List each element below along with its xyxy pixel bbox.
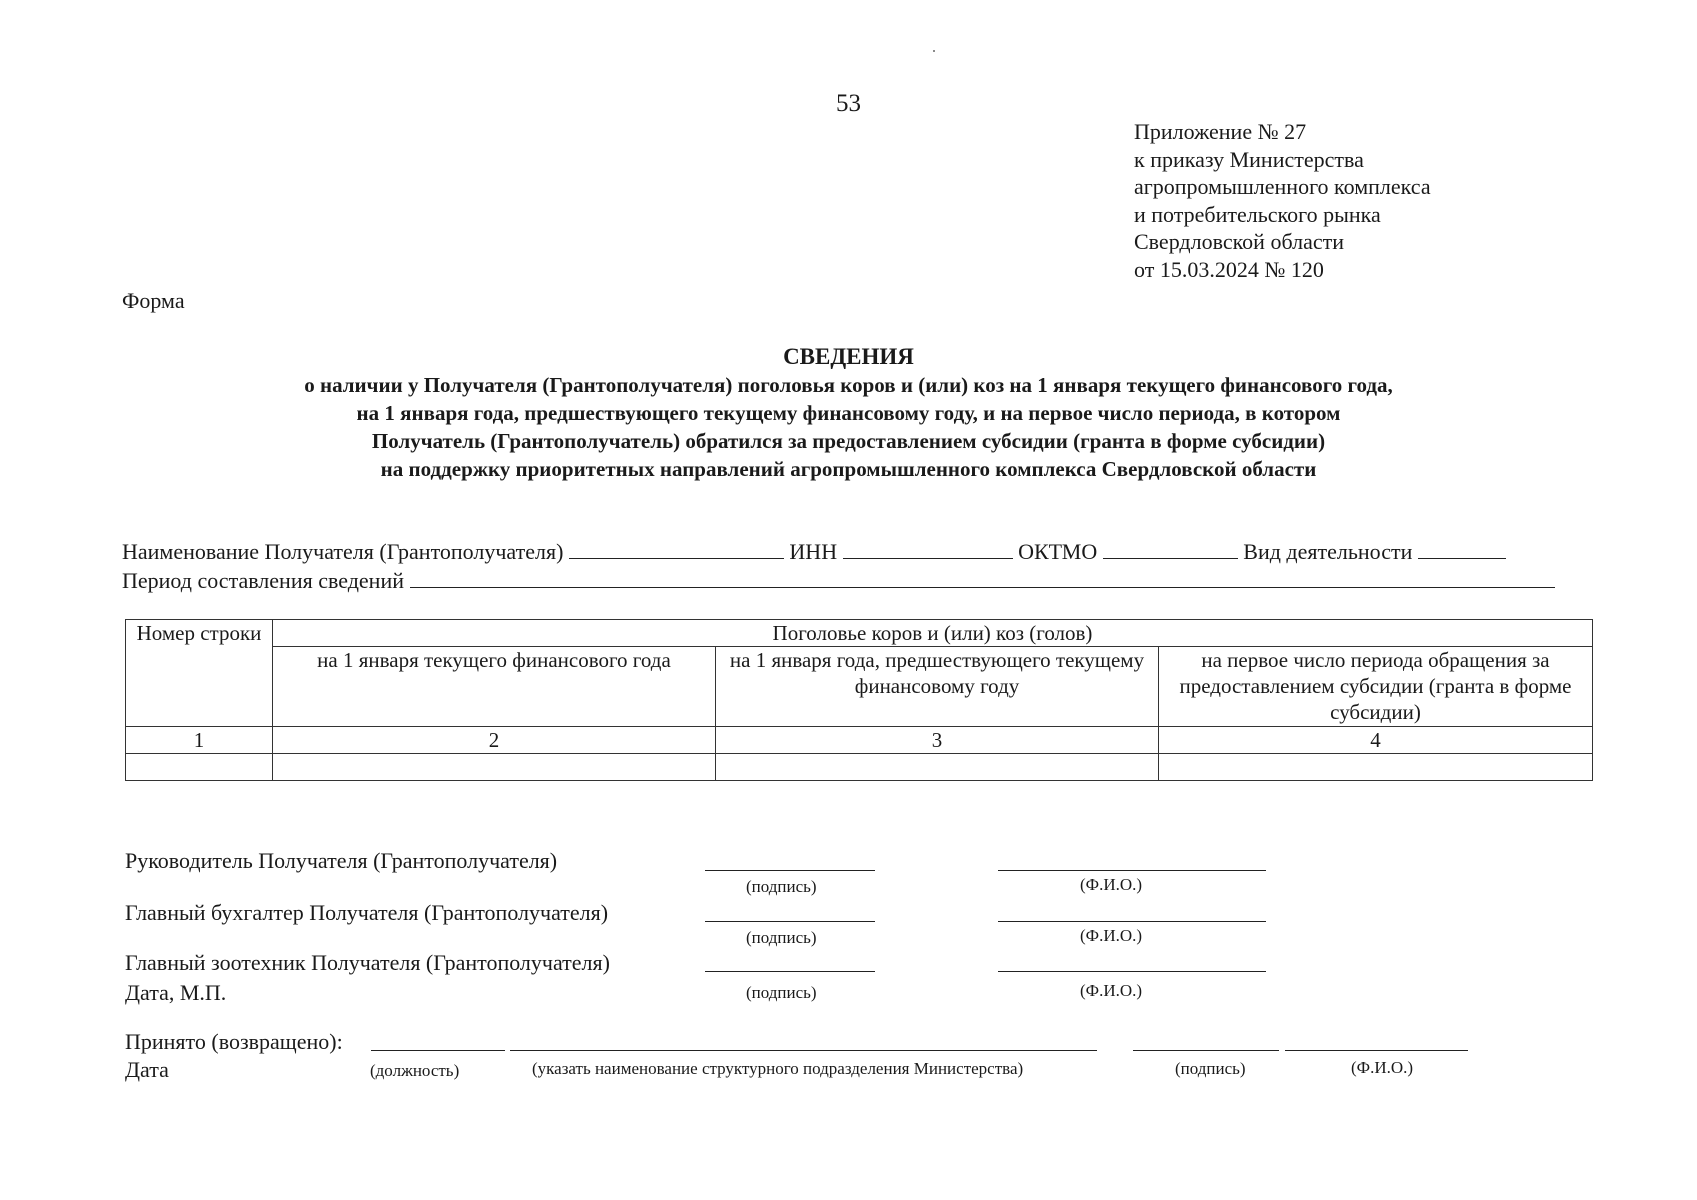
activity-label: Вид деятельности — [1243, 539, 1413, 564]
form-label: Форма — [122, 288, 185, 313]
scan-speck — [933, 50, 935, 52]
recipient-name-label: Наименование Получателя (Грантополучателя) — [122, 539, 564, 564]
col3-header: на 1 января года, предшествующего текущему финансовому году — [716, 647, 1159, 727]
accountant-signature-line[interactable] — [705, 921, 875, 922]
column-number: 4 — [1159, 727, 1593, 754]
period-row — [122, 568, 1555, 594]
table-cell[interactable] — [716, 754, 1159, 781]
col2-header: на 1 января текущего финансового года — [273, 647, 716, 727]
table-cell[interactable] — [273, 754, 716, 781]
appendix-block — [1134, 118, 1431, 283]
column-number: 2 — [273, 727, 716, 754]
inn-field[interactable] — [843, 540, 1013, 559]
head-signature-line[interactable] — [705, 870, 875, 871]
signature-caption: (подпись) — [1175, 1059, 1246, 1078]
row-number-header: Номер строки — [126, 620, 273, 727]
fio-caption: (Ф.И.О.) — [1080, 981, 1143, 1000]
page-number: 53 — [836, 90, 861, 117]
appendix-line: Свердловской области — [1134, 229, 1344, 254]
recipient-name-field[interactable] — [569, 540, 784, 559]
zootechnician-label: Главный зоотехник Получателя (Грантополучателя) — [125, 950, 610, 975]
appendix-line: и потребительского рынка — [1134, 201, 1381, 227]
signature-caption: (подпись) — [746, 983, 817, 1002]
accepted-signature-line[interactable] — [1133, 1050, 1279, 1051]
accountant-label: Главный бухгалтер Получателя (Грантополучателя) — [125, 900, 609, 925]
table-cell[interactable] — [1159, 754, 1593, 781]
activity-field[interactable] — [1418, 540, 1506, 559]
zootechnician-fio-line[interactable] — [998, 971, 1266, 972]
subtitle-line: на поддержку приоритетных направлений агропромышленного комплекса Свердловской области — [380, 457, 1317, 481]
department-line[interactable] — [510, 1050, 1097, 1051]
appendix-line: к приказу Министерства — [1134, 146, 1364, 172]
column-number: 1 — [126, 727, 273, 754]
position-line[interactable] — [371, 1050, 505, 1051]
fio-caption: (Ф.И.О.) — [1351, 1058, 1414, 1077]
document-subtitle — [0, 371, 1697, 483]
department-caption: (указать наименование структурного подразделения Министерства) — [532, 1059, 1024, 1078]
fio-caption: (Ф.И.О.) — [1080, 875, 1143, 894]
signature-caption: (подпись) — [746, 877, 817, 896]
table-cell[interactable] — [126, 754, 273, 781]
subtitle-line: о наличии у Получателя (Грантополучателя) поголовья коров и (или) коз на 1 января текущего финансового года, — [304, 373, 1393, 397]
appendix-line: агропромышленного комплекса — [1134, 174, 1431, 199]
head-fio-line[interactable] — [998, 870, 1266, 871]
oktmo-field[interactable] — [1103, 540, 1238, 559]
col4-header: на первое число периода обращения за предоставлением субсидии (гранта в форме субсидии) — [1159, 647, 1593, 727]
livestock-table — [125, 619, 1593, 781]
oktmo-label: ОКТМО — [1018, 539, 1098, 564]
accepted-label: Принято (возвращено): — [125, 1029, 343, 1054]
inn-label: ИНН — [789, 539, 838, 564]
accountant-fio-line[interactable] — [998, 921, 1266, 922]
subtitle-line: Получатель (Грантополучатель) обратился за предоставлением субсидии (гранта в форме субсидии) — [371, 429, 1326, 453]
document-title: СВЕДЕНИЯ — [783, 344, 914, 369]
column-number: 3 — [716, 727, 1159, 754]
accepted-fio-line[interactable] — [1285, 1050, 1468, 1051]
appendix-line: Приложение № 27 — [1134, 119, 1307, 144]
period-field[interactable] — [410, 569, 1555, 588]
appendix-line: от 15.03.2024 № 120 — [1134, 256, 1324, 282]
signature-caption: (подпись) — [746, 928, 817, 947]
zootechnician-signature-line[interactable] — [705, 971, 875, 972]
head-label: Руководитель Получателя (Грантополучателя) — [125, 848, 558, 873]
date-label: Дата — [125, 1057, 169, 1082]
group-header: Поголовье коров и (или) коз (голов) — [273, 620, 1593, 647]
recipient-fields-row — [122, 539, 1506, 565]
position-caption: (должность) — [370, 1061, 460, 1080]
date-stamp-label: Дата, М.П. — [125, 980, 227, 1005]
subtitle-line: на 1 января года, предшествующего текущему финансовому году, и на первое число периода, в котором — [356, 401, 1341, 425]
fio-caption: (Ф.И.О.) — [1080, 926, 1143, 945]
period-label: Период составления сведений — [122, 568, 404, 593]
